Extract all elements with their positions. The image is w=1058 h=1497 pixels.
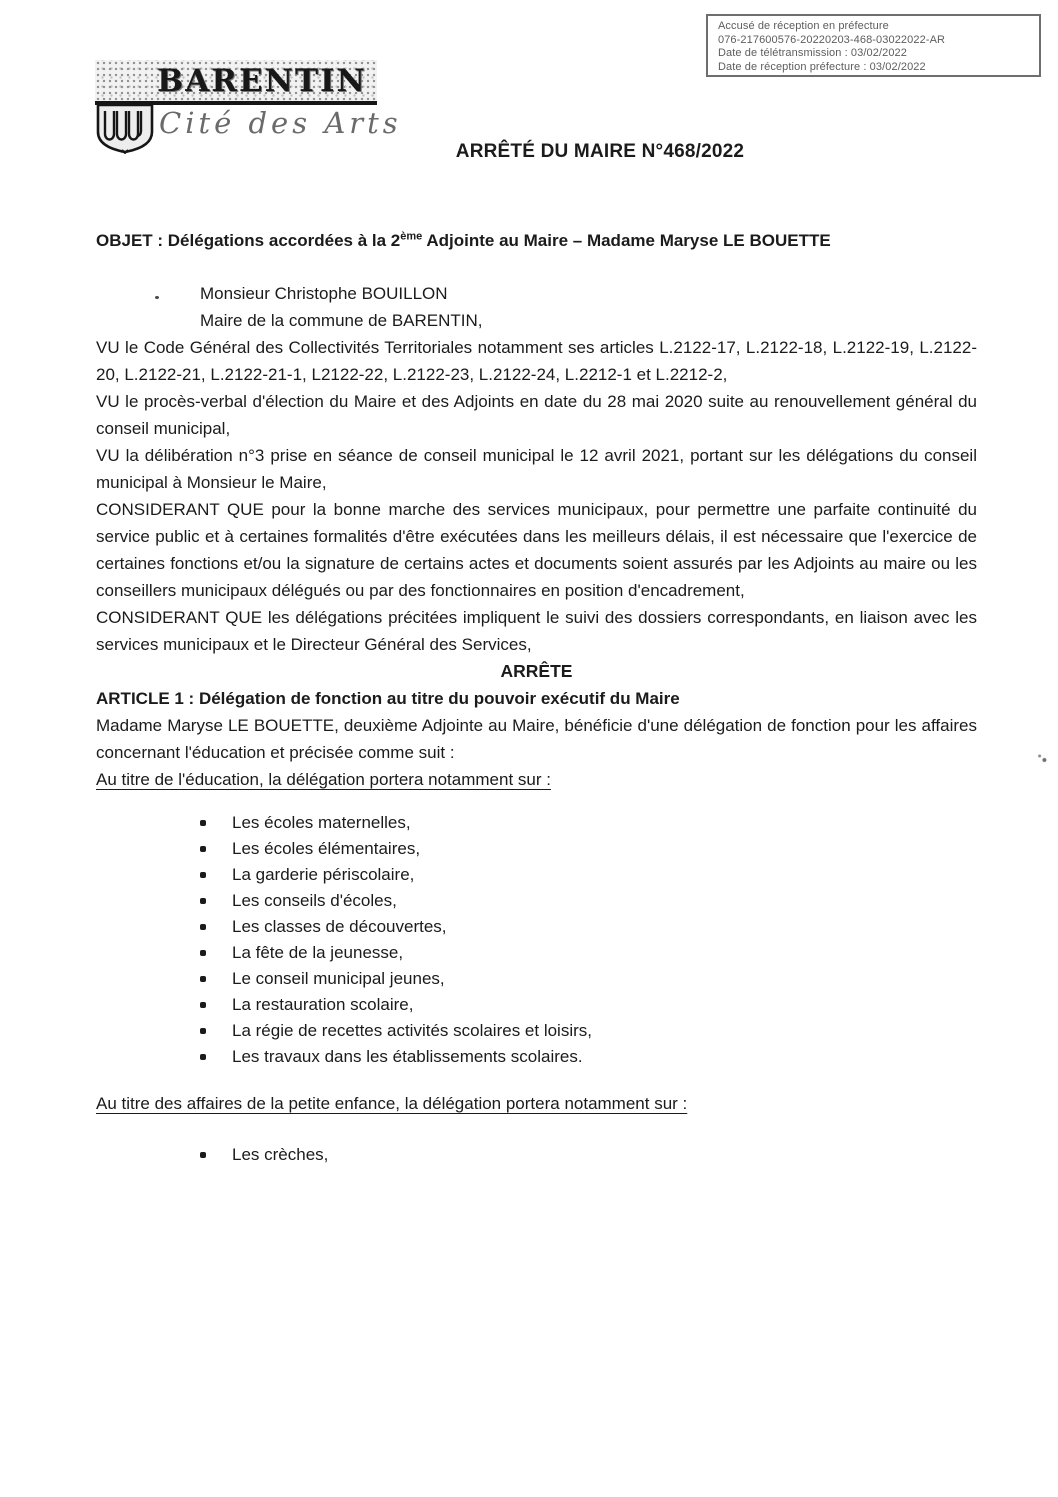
considerant-paragraph: CONSIDERANT QUE les délégations précitées impliquent le suivi des dossiers correspondants, en liaison avec les services municipaux et le Directeur Général des Services, <box>96 608 977 654</box>
education-list <box>96 810 977 1070</box>
list-item-text: Le conseil municipal jeunes, <box>232 969 445 988</box>
petite-enfance-list <box>96 1142 977 1168</box>
considerant-paragraph: CONSIDERANT QUE pour la bonne marche des services municipaux, pour permettre une parfaite continuité du service public et à certaines formalités d'être exécutées dans les meilleurs délais, il est nécessaire que l'exercice de certaines fonctions et/ou la signature de certains actes et documents soient assurés par les Adjoints au maire ou les conseillers municipaux délégués ou par des fonctionnaires en position d'encadrement, <box>96 500 977 600</box>
bullet-icon <box>200 1152 206 1158</box>
logo-tagline: Cité des Arts <box>159 106 402 140</box>
list-item-text: La fête de la jeunesse, <box>232 943 404 962</box>
stamp-line: 076-217600576-20220203-468-03022022-AR <box>718 33 946 46</box>
objet-text: OBJET : Délégations accordées à la 2 <box>96 231 401 250</box>
list-item-text: La régie de recettes activités scolaires et loisirs, <box>232 1021 592 1040</box>
bullet-icon <box>200 1028 206 1034</box>
bullet-icon <box>200 820 206 826</box>
bullet-icon <box>200 1002 206 1008</box>
document-body <box>96 227 977 1168</box>
list-item <box>200 836 977 862</box>
list-item <box>200 940 977 966</box>
bullet-icon <box>200 872 206 878</box>
logo-halftone-band <box>95 60 377 101</box>
prefecture-stamp <box>706 14 1041 77</box>
bullet-icon <box>200 1054 206 1060</box>
scan-artifact <box>1036 753 1048 763</box>
objet-superscript: ème <box>400 230 423 243</box>
list-item-text: Les écoles élémentaires, <box>232 839 421 858</box>
bullet-icon <box>200 898 206 904</box>
list-item <box>200 1018 977 1044</box>
list-item <box>200 888 977 914</box>
list-item-text: Les conseils d'écoles, <box>232 891 397 910</box>
list-item-text: Les travaux dans les établissements scolaires. <box>232 1047 583 1066</box>
scan-artifact <box>155 296 159 299</box>
article1-heading: ARTICLE 1 : Délégation de fonction au titre du pouvoir exécutif du Maire <box>96 689 680 708</box>
bullet-icon <box>200 976 206 982</box>
list-item <box>200 810 977 836</box>
list-item-text: La garderie périscolaire, <box>232 865 415 884</box>
signatory-block <box>200 280 977 334</box>
list-item <box>200 1044 977 1070</box>
city-wordmark: BARENTIN <box>157 63 367 99</box>
petite-enfance-section-heading: Au titre des affaires de la petite enfance, la délégation portera notamment sur : <box>96 1094 688 1113</box>
arrete-heading: ARRÊTE <box>500 661 573 681</box>
bullet-icon <box>200 846 206 852</box>
recital-paragraph: VU la délibération n°3 prise en séance de conseil municipal le 12 avril 2021, portant sur les délégations du conseil municipal à Monsieur le Maire, <box>96 446 977 492</box>
objet-line <box>96 227 977 254</box>
list-item <box>200 1142 977 1168</box>
stamp-line: Accusé de réception en préfecture <box>718 20 889 32</box>
city-logo <box>95 58 402 154</box>
recital-paragraph: VU le procès-verbal d'élection du Maire et des Adjoints en date du 28 mai 2020 suite au renouvellement général du conseil municipal, <box>96 392 977 438</box>
recital-paragraph: VU le Code Général des Collectivités Territoriales notamment ses articles L.2122-17, L.2122-18, L.2122-19, L.2122-20, L.2122-21, L.2122-21-1, L2122-22, L.2122-23, L.2122-24, L.2212-1 et L.2212-2, <box>96 338 977 384</box>
objet-text: Adjointe au Maire – Madame Maryse LE BOUETTE <box>422 231 831 250</box>
list-item-text: Les écoles maternelles, <box>232 813 411 832</box>
article1-intro: Madame Maryse LE BOUETTE, deuxième Adjointe au Maire, bénéficie d'une délégation de fonction pour les affaires concernant l'éducation et précisée comme suit : <box>96 716 977 762</box>
list-item <box>200 992 977 1018</box>
list-item-text: Les classes de découvertes, <box>232 917 447 936</box>
document-title: ARRÊTÉ DU MAIRE N°468/2022 <box>455 141 745 162</box>
list-item <box>200 862 977 888</box>
stamp-line: Date de réception préfecture : 03/02/2022 <box>718 60 926 73</box>
stamp-line: Date de télétransmission : 03/02/2022 <box>718 47 907 59</box>
signatory-role: Maire de la commune de BARENTIN, <box>200 311 483 330</box>
list-item <box>200 914 977 940</box>
signatory-name: Monsieur Christophe BOUILLON <box>200 284 448 303</box>
education-section-heading: Au titre de l'éducation, la délégation portera notamment sur : <box>96 770 551 789</box>
list-item-text: La restauration scolaire, <box>232 995 414 1014</box>
bullet-icon <box>200 950 206 956</box>
bullet-icon <box>200 924 206 930</box>
list-item <box>200 966 977 992</box>
city-shield-icon <box>96 103 154 154</box>
list-item-text: Les crèches, <box>232 1145 329 1164</box>
